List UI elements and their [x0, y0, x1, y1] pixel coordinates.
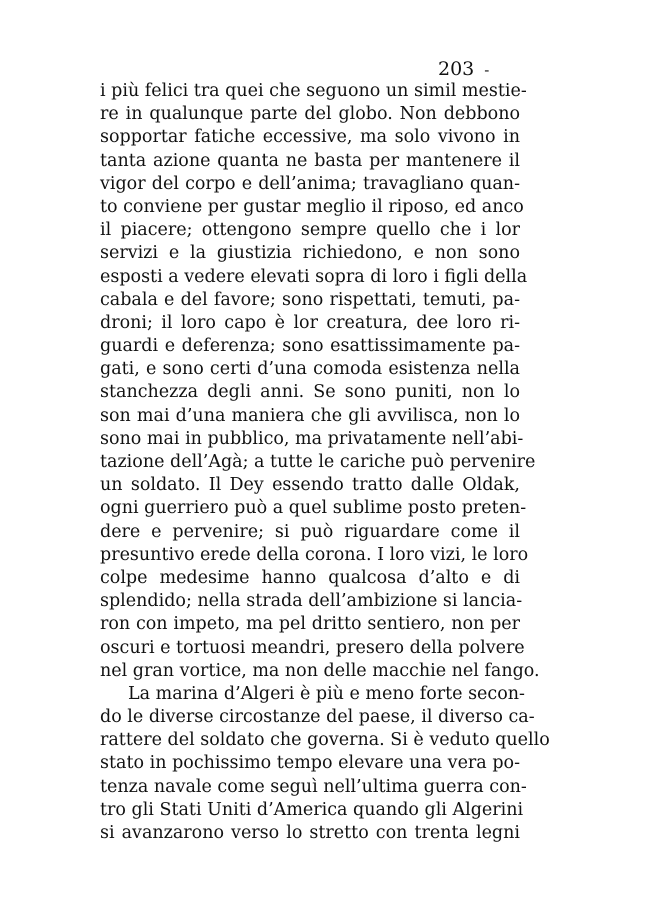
paragraph-end-line: nel gran vortice, ma non delle macchie nel fango. [100, 660, 540, 681]
text-line: dere e pervenire; si può riguardare come il [100, 521, 520, 542]
text-line: vigor del corpo e dell’anima; travagliano quan- [100, 173, 520, 194]
page-number-mark: - [484, 61, 490, 79]
text-line: stato in pochissimo tempo elevare una vera po- [100, 753, 520, 774]
text-line: ron con impeto, ma pel dritto sentiero, non per [100, 614, 520, 635]
text-line: sono mai in pubblico, ma privatamente nell’abi- [100, 428, 524, 449]
body-text [100, 80, 550, 845]
text-line: tenza navale come seguì nell’ultima guerra con- [100, 776, 527, 797]
text-line: tanta azione quanta ne basta per mantenere il [100, 150, 520, 171]
text-line: esposti a vedere elevati sopra di loro i figli della [100, 266, 528, 287]
text-line: i più felici tra quei che seguono un simil mestie- [100, 81, 527, 101]
text-line: cabala e del favore; sono rispettati, temuti, pa- [100, 289, 520, 310]
text-line: un soldato. Il Dey essendo tratto dalle Oldak, [100, 475, 520, 496]
text-line: re in qualunque parte del globo. Non debbono [100, 104, 520, 125]
page-number-value: 203 [438, 58, 475, 80]
text-line: ogni guerriero può a quel sublime posto preten- [100, 498, 527, 519]
text-line: droni; il loro capo è lor creatura, dee loro ri- [100, 312, 520, 333]
text-line: tazione dell’Agà; a tutte le cariche può pervenire [100, 452, 536, 472]
paragraph-start-line: La marina d’Algeri è più e meno forte secon- [128, 683, 525, 704]
page-number [438, 58, 489, 81]
text-line: colpe medesime hanno qualcosa d’alto e di [100, 567, 520, 588]
text-line: splendido; nella strada dell’ambizione si lancia- [100, 591, 523, 612]
text-line: sopportar fatiche eccessive, ma solo vivono in [100, 127, 520, 148]
text-line: do le diverse circostanze del paese, il diverso ca- [100, 707, 535, 728]
text-line: servizi e la giustizia richiedono, e non sono [100, 243, 520, 264]
text-line: gati, e sono certi d’una comoda esistenza nella [100, 359, 520, 380]
text-line: oscuri e tortuosi meandri, presero della polvere [100, 637, 525, 658]
text-line: rattere del soldato che governa. Si è veduto quello [100, 730, 550, 751]
text-line: il piacere; ottengono sempre quello che i lor [100, 220, 520, 241]
text-line: stanchezza degli anni. Se sono puniti, non lo [100, 382, 520, 403]
text-line: guardi e deferenza; sono esattissimamente pa- [100, 336, 520, 357]
text-line: to conviene per gustar meglio il riposo, ed anco [100, 196, 524, 217]
text-line: son mai d’una maniera che gli avvilisca, non lo [100, 405, 520, 426]
text-line: presuntivo erede della corona. I loro vizi, le loro [100, 544, 529, 565]
text-line: si avanzarono verso lo stretto con trenta legni [100, 823, 520, 843]
text-line: tro gli Stati Uniti d’America quando gli Algerini [100, 799, 524, 820]
